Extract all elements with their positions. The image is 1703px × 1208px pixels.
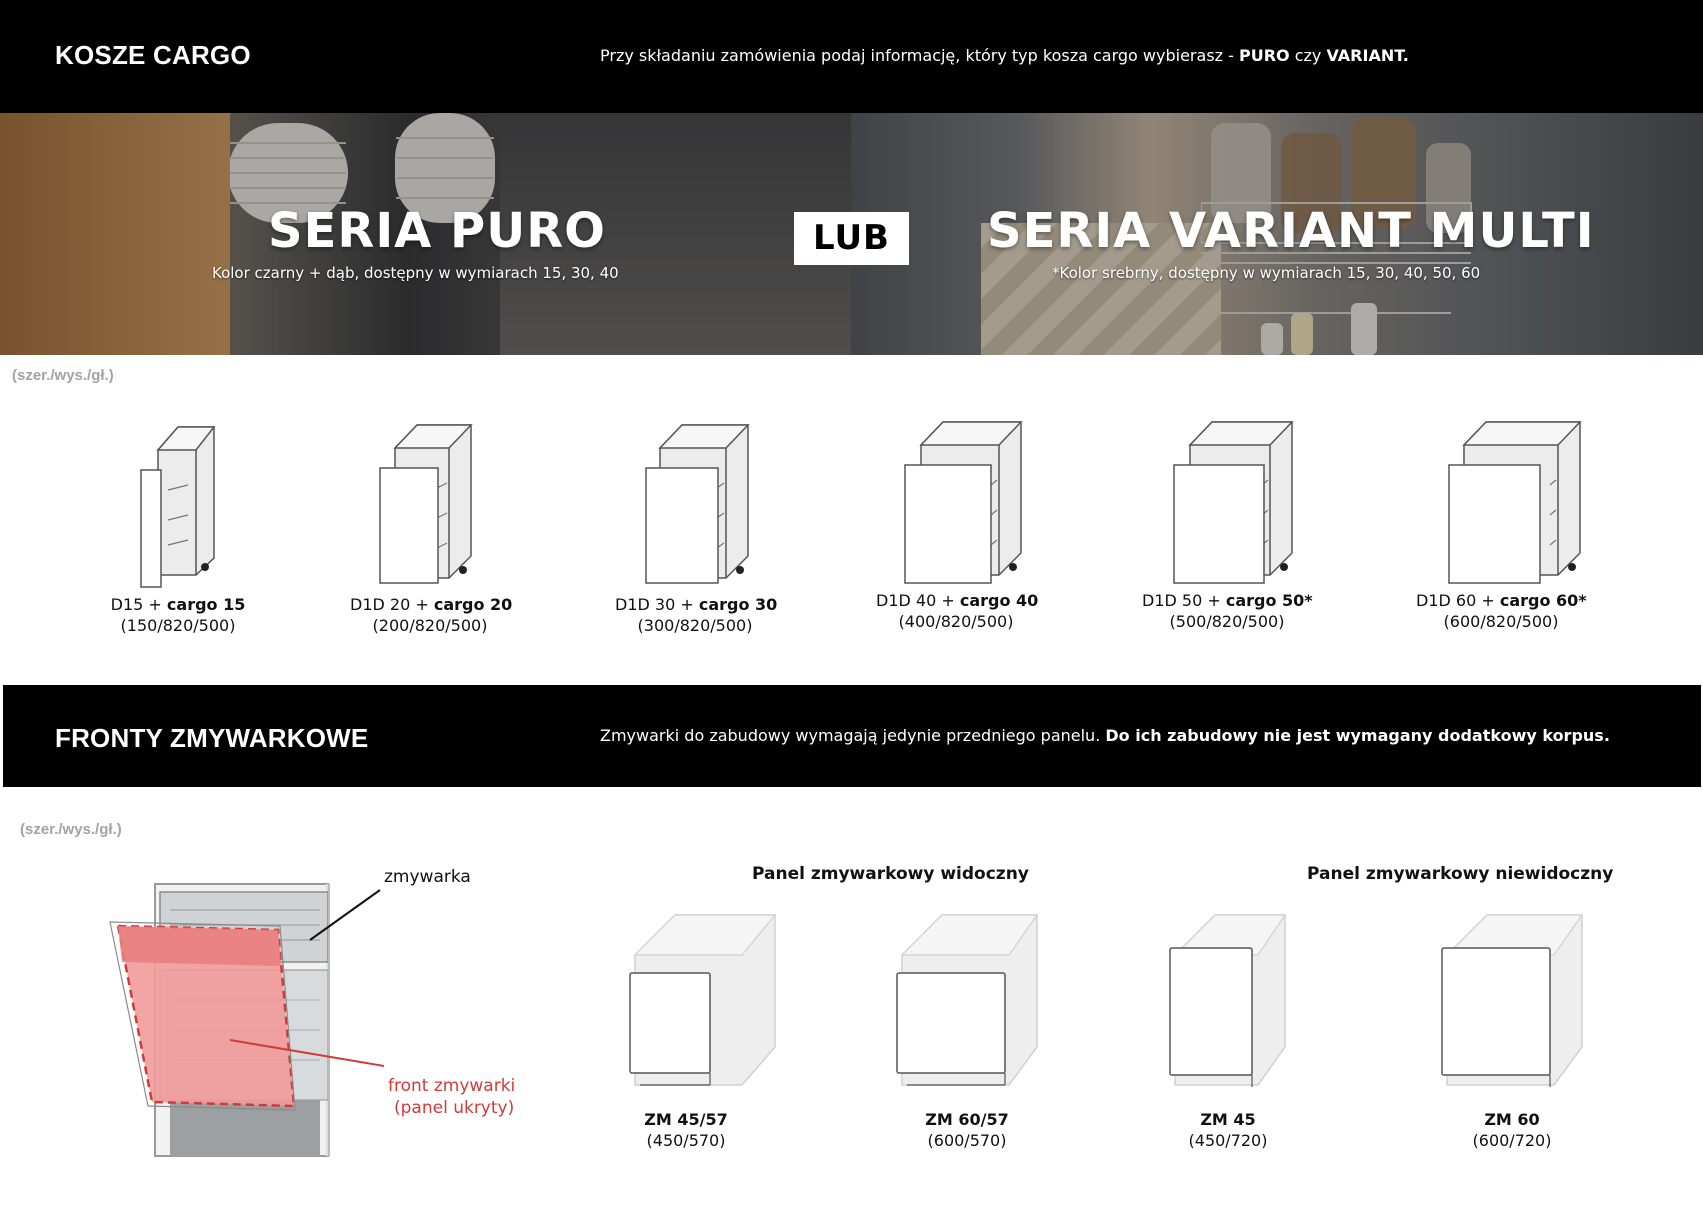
cargo-item-dims: (300/820/500) bbox=[637, 616, 753, 635]
panel-hidden-heading: Panel zmywarkowy niewidoczny bbox=[1307, 864, 1614, 884]
cargo-item-code: D1D 20 + bbox=[350, 595, 434, 614]
dims-legend-cargo: (szer./wys./gł.) bbox=[12, 367, 114, 384]
cabinet-d1d20 bbox=[380, 425, 471, 583]
cargo-item-label bbox=[1416, 590, 1586, 632]
cargo-item-label bbox=[876, 590, 1039, 632]
seria-variant-subtitle: *Kolor srebrny, dostępny w wymiarach 15, 30, 40, 50, 60 bbox=[1052, 264, 1481, 282]
cargo-note-variant: VARIANT. bbox=[1326, 46, 1409, 65]
panel-dims: (450/570) bbox=[646, 1131, 726, 1150]
cargo-note-czy: czy bbox=[1289, 46, 1327, 65]
label-dishwasher: zmywarka bbox=[384, 867, 471, 887]
dishwasher-note-text: Zmywarki do zabudowy wymagają jedynie przedniego panelu. bbox=[600, 726, 1106, 745]
dishwasher-panel-drawings bbox=[600, 905, 1700, 1095]
cargo-item-cargo: cargo 30 bbox=[698, 595, 778, 614]
label-front-line2: (panel ukryty) bbox=[394, 1098, 515, 1118]
cargo-item-code: D1D 40 + bbox=[876, 591, 960, 610]
cabinet-d1d60 bbox=[1449, 422, 1580, 583]
cargo-item-cargo: cargo 40 bbox=[959, 591, 1039, 610]
dims-legend-dishwasher: (szer./wys./gł.) bbox=[20, 821, 122, 838]
panel-code: ZM 60/57 bbox=[925, 1110, 1009, 1129]
cargo-section-title: KOSZE CARGO bbox=[55, 40, 251, 70]
dishwasher-section-title: FRONTY ZMYWARKOWE bbox=[55, 723, 369, 753]
cargo-item-label bbox=[350, 594, 513, 636]
cargo-note-puro: PURO bbox=[1239, 46, 1290, 65]
cargo-order-note bbox=[600, 46, 1409, 65]
panel-code: ZM 45 bbox=[1200, 1110, 1256, 1129]
cargo-item-label bbox=[108, 594, 248, 636]
cargo-item-cargo: cargo 60* bbox=[1499, 591, 1587, 610]
cabinet-d1d50 bbox=[1174, 422, 1292, 583]
cargo-item-dims: (150/820/500) bbox=[120, 616, 236, 635]
panel-caption bbox=[626, 1109, 746, 1151]
cargo-item-cargo: cargo 15 bbox=[166, 595, 246, 614]
panel-code: ZM 45/57 bbox=[644, 1110, 728, 1129]
cargo-item-cargo: cargo 50* bbox=[1225, 591, 1313, 610]
dishwasher-note bbox=[600, 726, 1610, 745]
cargo-item-cargo: cargo 20 bbox=[433, 595, 513, 614]
label-front-line1: front zmywarki bbox=[388, 1076, 516, 1096]
cargo-item-label bbox=[615, 594, 778, 636]
panel-caption bbox=[1452, 1109, 1572, 1151]
dishwasher-header-band bbox=[3, 685, 1701, 787]
panel-zm-60-57 bbox=[897, 915, 1037, 1085]
seria-puro-subtitle: Kolor czarny + dąb, dostępny w wymiarach 15, 30, 40 bbox=[212, 264, 619, 282]
cargo-item-label bbox=[1142, 590, 1312, 632]
lub-separator: LUB bbox=[794, 212, 909, 265]
panel-zm-45 bbox=[1170, 915, 1285, 1087]
seria-variant-title: SERIA VARIANT MULTI bbox=[987, 203, 1595, 259]
cabinet-d1d30 bbox=[646, 425, 748, 583]
panel-code: ZM 60 bbox=[1484, 1110, 1540, 1129]
panel-dims: (450/720) bbox=[1188, 1131, 1268, 1150]
panel-dims: (600/570) bbox=[927, 1131, 1007, 1150]
panel-caption bbox=[1168, 1109, 1288, 1151]
cargo-item-code: D1D 60 + bbox=[1416, 591, 1500, 610]
cabinet-d15 bbox=[141, 427, 214, 587]
seria-puro-title: SERIA PURO bbox=[268, 203, 606, 259]
dishwasher-note-bold: Do ich zabudowy nie jest wymagany dodatkowy korpus. bbox=[1105, 726, 1610, 745]
cargo-item-dims: (400/820/500) bbox=[898, 612, 1014, 631]
cargo-item-code: D1D 50 + bbox=[1142, 591, 1226, 610]
cargo-header-band bbox=[0, 0, 1703, 113]
cargo-note-text: Przy składaniu zamówienia podaj informację, który typ kosza cargo wybierasz - bbox=[600, 46, 1239, 65]
panel-caption bbox=[907, 1109, 1027, 1151]
cargo-item-code: D1D 30 + bbox=[615, 595, 699, 614]
panel-visible-heading: Panel zmywarkowy widoczny bbox=[752, 864, 1029, 884]
panel-zm-45-57 bbox=[630, 915, 775, 1085]
cargo-cabinet-drawings bbox=[0, 415, 1703, 590]
cargo-item-dims: (200/820/500) bbox=[372, 616, 488, 635]
cargo-item-code: D15 + bbox=[110, 595, 167, 614]
panel-dims: (600/720) bbox=[1472, 1131, 1552, 1150]
cabinet-d1d40 bbox=[905, 422, 1021, 583]
cargo-item-dims: (600/820/500) bbox=[1443, 612, 1559, 631]
panel-zm-60 bbox=[1442, 915, 1582, 1087]
cargo-item-dims: (500/820/500) bbox=[1169, 612, 1285, 631]
